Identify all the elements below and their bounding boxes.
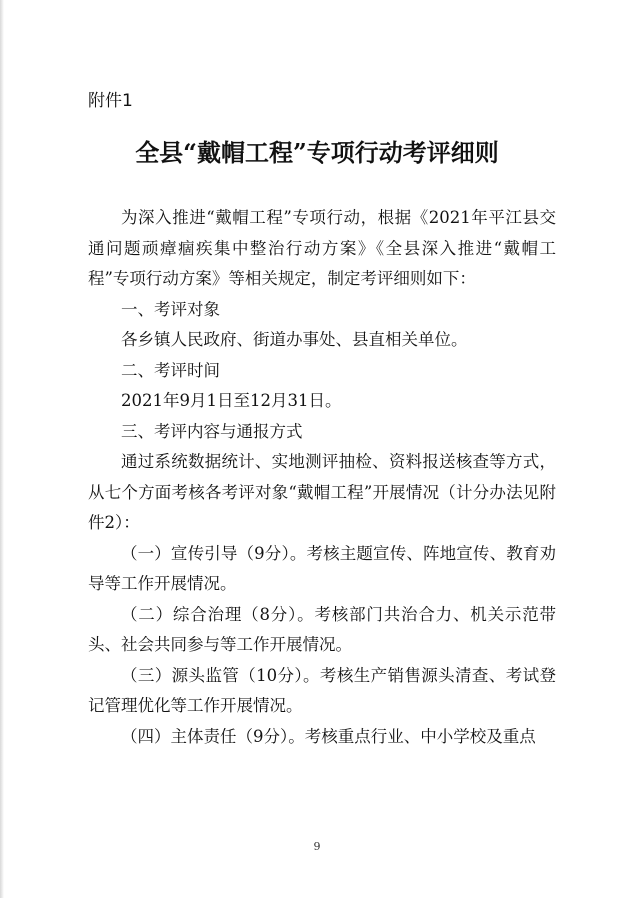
section-heading-period: 二、考评时间 [121,360,220,380]
section-text-period: 2021年9月1日至12月31日。 [121,391,342,410]
section-heading-content: 三、考评内容与通报方式 [121,421,303,441]
section-text-content: 通过系统数据统计、实地测评抽检、资料报送核查等方式，从七个方面考核各考评对象“戴帽工程”开展情况（计分办法见附件2）： [88,452,556,532]
page-number: 9 [313,840,321,853]
section-text-targets: 各乡镇人民政府、街道办事处、县直相关单位。 [121,330,468,349]
section-heading-targets: 一、考评对象 [121,299,220,319]
intro-paragraph: 为深入推进“戴帽工程”专项行动，根据《2021年平江县交通问题顽瘴痼疾集中整治行动方案》《全县深入推进“戴帽工程”专项行动方案》等相关规定，制定考评细则如下： [88,208,556,288]
document-body [88,203,556,752]
annex-label: 附件1 [88,91,133,111]
list-item-responsibility: （四）主体责任（9分）。考核重点行业、中小学校及重点 [121,726,536,746]
list-item-governance: （二）综合治理（8分）。考核部门共治合力、机关示范带头、社会共同参与等工作开展情况。 [88,604,556,654]
list-item-supervision: （三）源头监管（10分）。考核生产销售源头清查、考试登记管理优化等工作开展情况。 [88,665,556,715]
document-title: 全县“戴帽工程”专项行动考评细则 [135,138,499,167]
list-item-publicity: （一）宣传引导（9分）。考核主题宣传、阵地宣传、教育劝导等工作开展情况。 [88,543,556,593]
